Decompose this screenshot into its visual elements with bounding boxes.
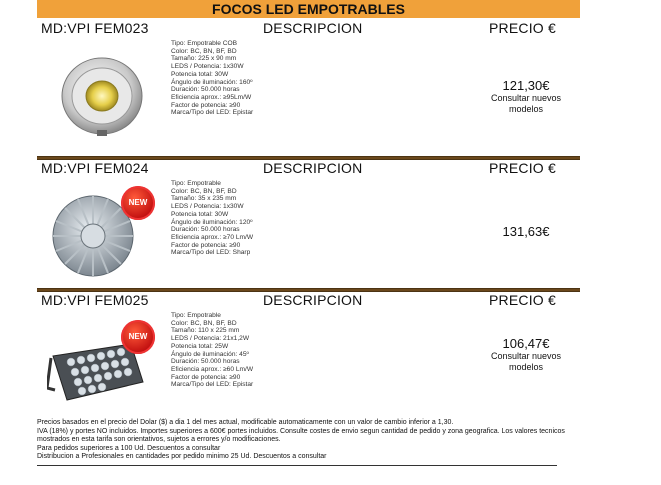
spec-line: Duración: 50.000 horas bbox=[171, 226, 240, 234]
spec-list bbox=[171, 312, 253, 389]
spec-line: Tamaño: 110 x 225 mm bbox=[171, 327, 240, 335]
footer-line: Precios basados en el precio del Dolar ($) a dia 1 del mes actual, modificable automaticamente con un valor de cambio inferior a 1,30. bbox=[37, 419, 454, 426]
description-header: DESCRIPCION bbox=[263, 292, 363, 308]
spec-line: Eficiencia aprox.: ≥60 Lm/W bbox=[171, 365, 254, 373]
footer-divider bbox=[37, 465, 557, 466]
spec-line: Color: BC, BN, BF, BD bbox=[171, 319, 237, 327]
price-header: PRECIO € bbox=[489, 20, 556, 36]
product-model: MD:VPI FEM025 bbox=[41, 292, 149, 308]
product-section-1 bbox=[37, 18, 580, 156]
spec-line: LEDS / Potencia: 21x1,2W bbox=[171, 335, 250, 343]
spec-line: Marca/Tipo del LED: Sharp bbox=[171, 249, 251, 257]
spec-line: Tipo: Empotrable bbox=[171, 180, 221, 187]
spec-line: Marca/Tipo del LED: Epistar bbox=[171, 381, 254, 389]
spec-line: Tipo: Empotrable COB bbox=[171, 40, 238, 47]
spec-line: Eficiencia aprox.: ≥70 Lm/W bbox=[171, 233, 254, 241]
consult-note: Consultar nuevos bbox=[490, 351, 562, 361]
spec-line: Potencia total: 25W bbox=[171, 342, 229, 350]
footer-notes bbox=[37, 419, 597, 462]
footer-line: IVA (18%) y portes NO incluidos. Importes superiores a 600€ portes incluidos. Consulte costes de envio segun cantidad de pedido y zona geografica. Los valores tecnicos mostrados en esta tarifa son orientativos, sujetos a errores y/o modificaciones. bbox=[37, 427, 565, 443]
new-badge: NEW bbox=[121, 186, 155, 220]
description-header: DESCRIPCION bbox=[263, 160, 363, 176]
product-section-2 bbox=[37, 158, 580, 288]
product-section-3 bbox=[37, 290, 580, 416]
spec-line: Ángulo de iluminación: 120º bbox=[171, 218, 253, 226]
spec-list bbox=[171, 180, 253, 257]
spec-line: Potencia total: 30W bbox=[171, 210, 229, 218]
spec-line: Duración: 50.000 horas bbox=[171, 358, 240, 366]
product-model: MD:VPI FEM023 bbox=[41, 20, 149, 36]
price-box bbox=[467, 78, 585, 115]
spec-line: LEDS / Potencia: 1x30W bbox=[171, 63, 244, 71]
consult-note: modelos bbox=[508, 104, 544, 114]
spec-line: Color: BC, BN, BF, BD bbox=[171, 187, 237, 195]
consult-note: Consultar nuevos bbox=[490, 93, 562, 103]
spec-line: Duración: 50.000 horas bbox=[171, 86, 240, 94]
spec-line: Ángulo de iluminación: 160º bbox=[171, 78, 253, 86]
description-header: DESCRIPCION bbox=[263, 20, 363, 36]
spec-line: Color: BC, BN, BF, BD bbox=[171, 47, 237, 55]
spec-line: Factor de potencia: ≥90 bbox=[171, 373, 241, 381]
spec-line: Eficiencia aprox.: ≥95Lm/W bbox=[171, 93, 252, 101]
price-header: PRECIO € bbox=[489, 160, 556, 176]
price-box bbox=[467, 336, 585, 373]
spec-line: Factor de potencia: ≥90 bbox=[171, 101, 241, 109]
spec-line: Tipo: Empotrable bbox=[171, 312, 221, 319]
spec-line: LEDS / Potencia: 1x30W bbox=[171, 203, 244, 211]
footer-line: Distribucion a Profesionales en cantidades por pedido minimo 25 Ud. Descuentos a consultar bbox=[37, 453, 327, 460]
spec-list bbox=[171, 40, 253, 117]
price-value: 121,30€ bbox=[502, 78, 550, 93]
spec-line: Tamaño: 35 x 235 mm bbox=[171, 195, 237, 203]
spec-line: Marca/Tipo del LED: Epistar bbox=[171, 109, 254, 117]
new-badge: NEW bbox=[121, 320, 155, 354]
price-header: PRECIO € bbox=[489, 292, 556, 308]
price-value: 131,63€ bbox=[502, 224, 550, 239]
spec-line: Ángulo de iluminación: 45º bbox=[171, 350, 249, 358]
footer-line: Para pedidos superiores a 100 Ud. Descuentos a consultar bbox=[37, 444, 221, 452]
spec-line: Tamaño: 225 x 90 mm bbox=[171, 55, 237, 63]
downlight-cob-image bbox=[57, 48, 147, 138]
spec-line: Potencia total: 30W bbox=[171, 70, 229, 78]
page-title: FOCOS LED EMPOTRABLES bbox=[37, 0, 580, 18]
consult-note: modelos bbox=[508, 362, 544, 372]
product-model: MD:VPI FEM024 bbox=[41, 160, 149, 176]
spec-line: Factor de potencia: ≥90 bbox=[171, 241, 241, 249]
price-value: 106,47€ bbox=[502, 336, 550, 351]
price-box bbox=[467, 224, 585, 239]
